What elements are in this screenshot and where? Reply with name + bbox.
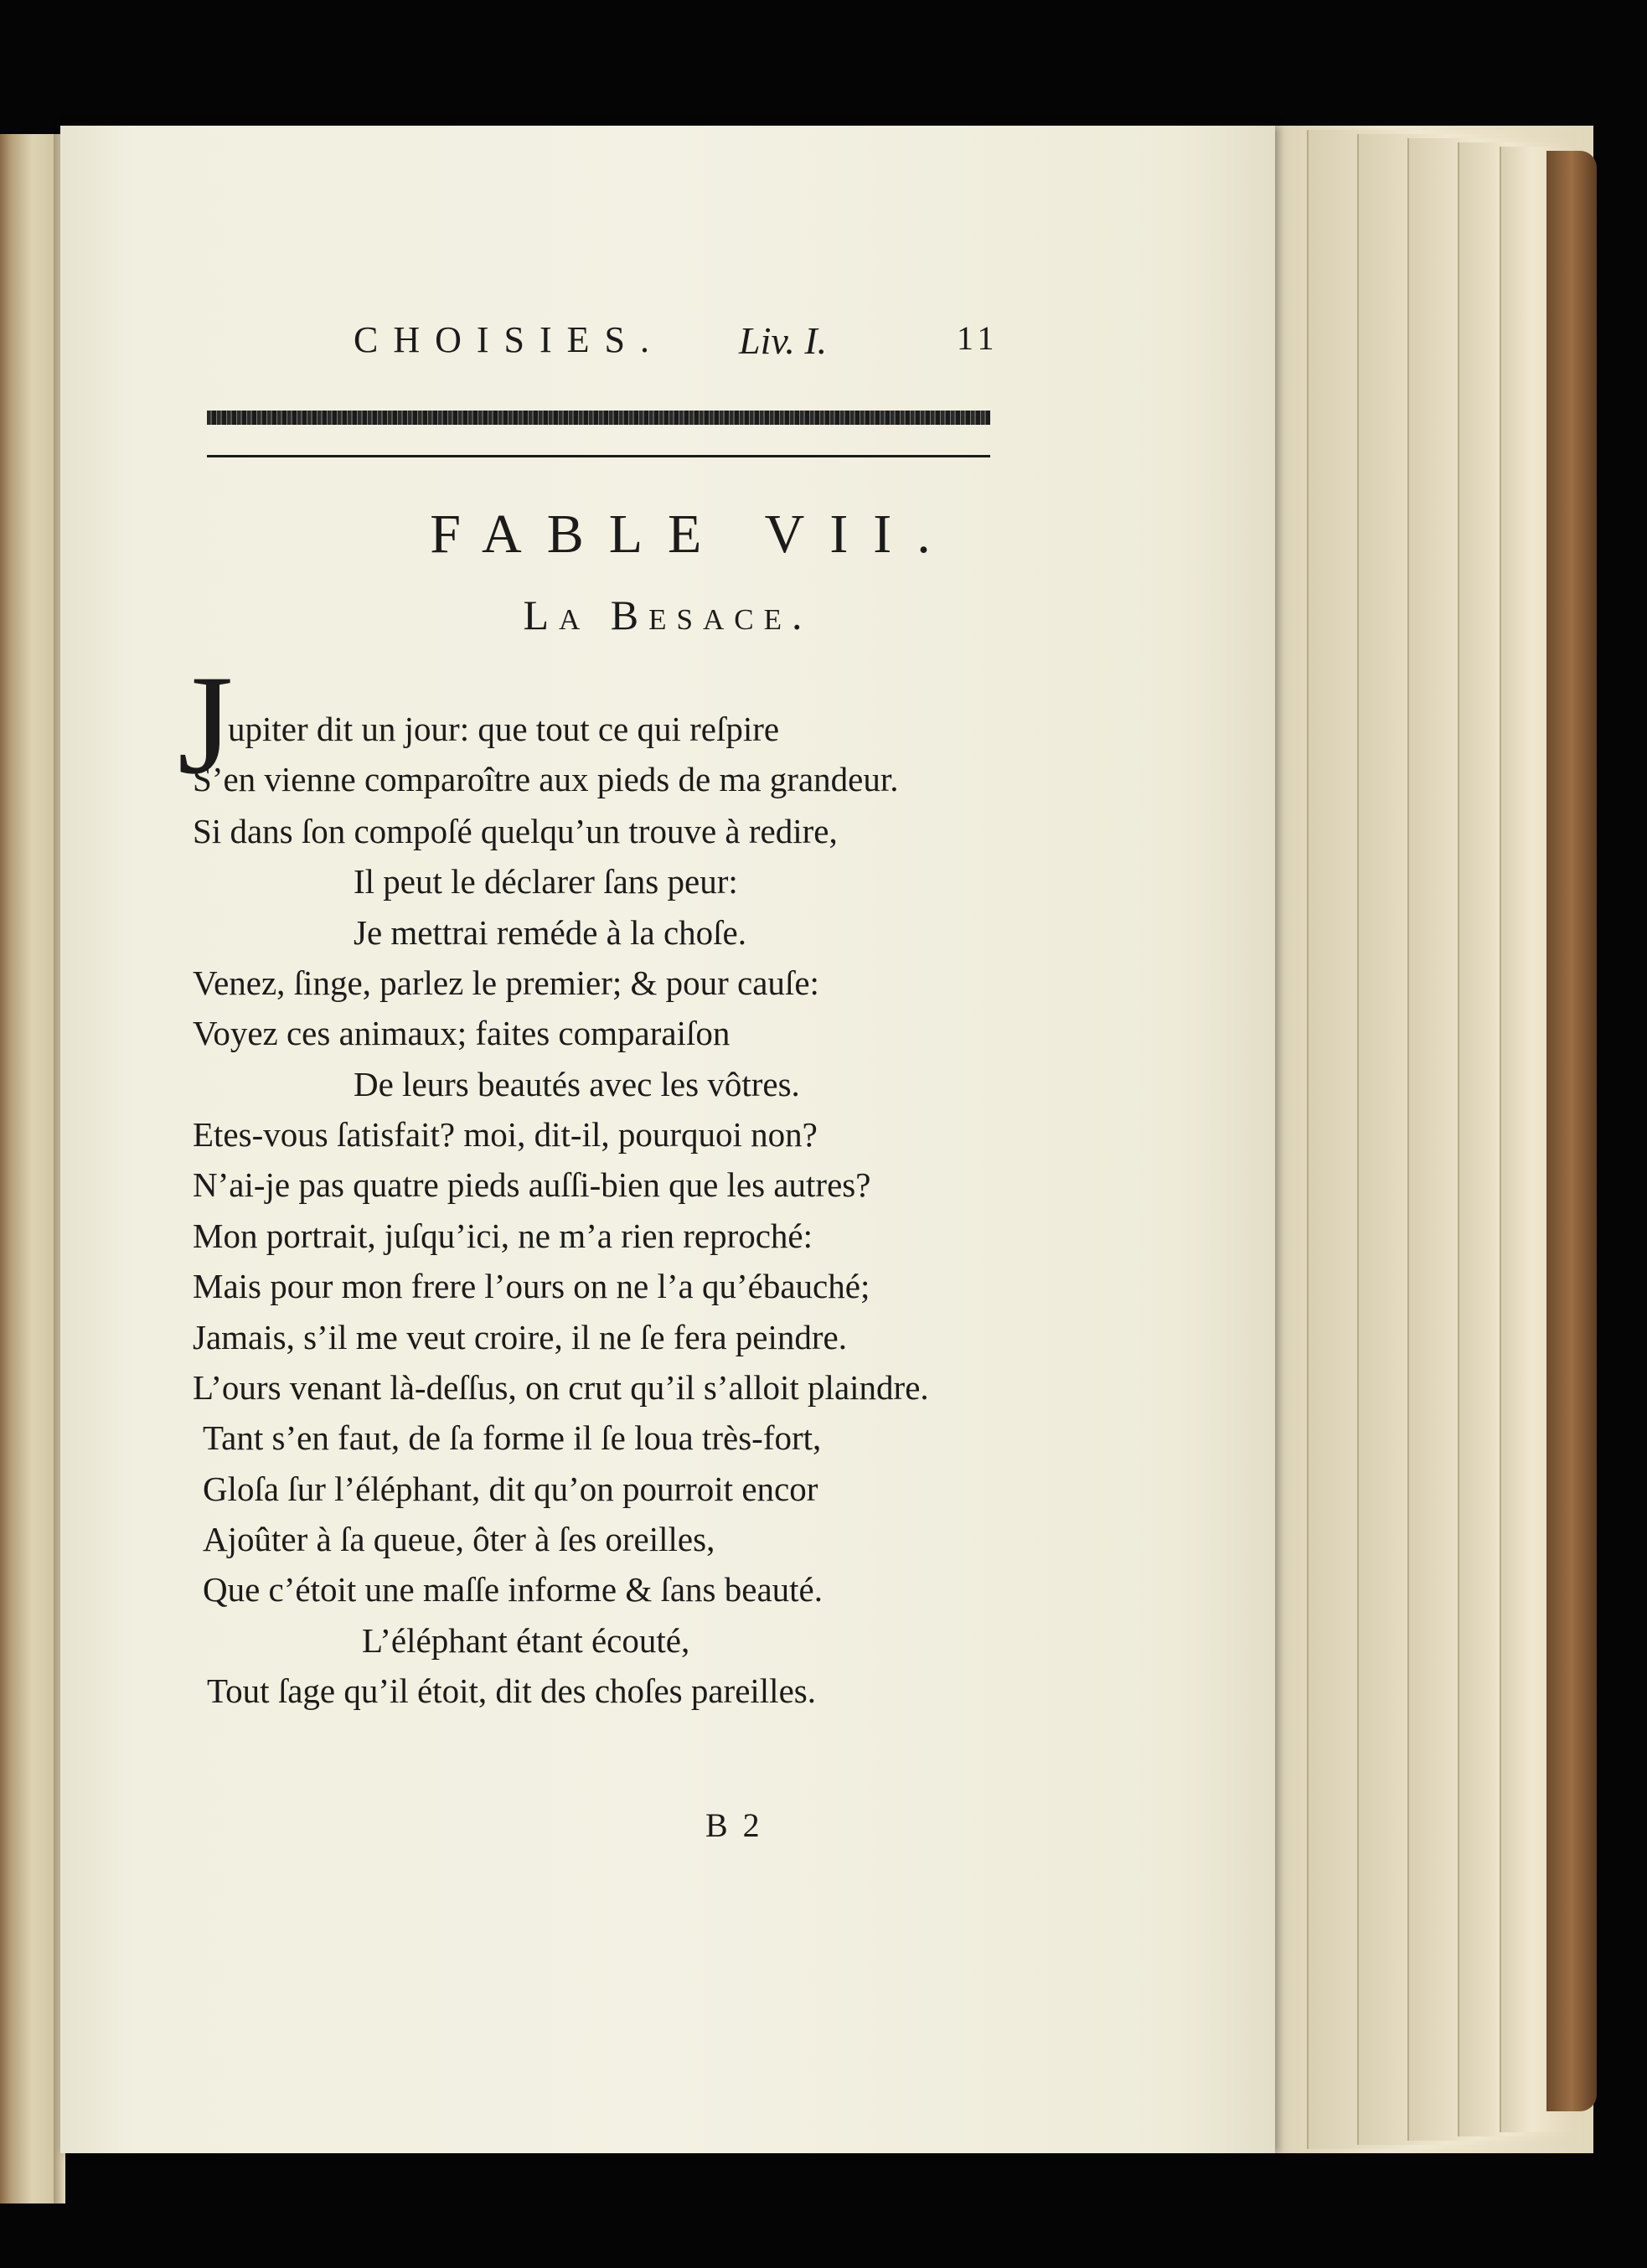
- book-page: [60, 126, 1275, 2153]
- verse-line: Mais pour mon frere l’ours on ne l’a qu’ébauché;: [193, 1267, 870, 1305]
- previous-page-edge: [0, 134, 59, 2203]
- running-head: [60, 318, 1275, 377]
- verse-line: Etes-vous ſatisfait? moi, dit-il, pourquoi non?: [193, 1115, 818, 1154]
- verse-line: Que c’étoit une maſſe informe & ſans beauté.: [203, 1570, 824, 1609]
- fable-subtitle: La Besace.: [523, 592, 813, 638]
- verse-line: upiter dit un jour: que tout ce qui reſpire: [228, 710, 780, 748]
- verse-line: L’ours venant là-deſſus, on crut qu’il s’alloit plaindre.: [193, 1368, 929, 1407]
- horizontal-rule: [207, 455, 990, 457]
- verse-line: Il peut le déclarer ſans peur:: [354, 862, 738, 901]
- verse-line: Venez, ſinge, parlez le premier; & pour cauſe:: [193, 964, 819, 1002]
- verse-line: Voyez ces animaux; faites comparaiſon: [193, 1014, 731, 1052]
- verse-line: Mon portrait, juſqu’ici, ne m’a rien reproché:: [193, 1217, 813, 1255]
- book-cover-edge: [1546, 151, 1597, 2111]
- running-head-title: CHOISIES.: [354, 319, 665, 360]
- verse-line: Tout ſage qu’il étoit, dit des choſes pareilles.: [207, 1671, 816, 1710]
- verse-line: Ajoûter à ſa queue, ôter à ſes oreilles,: [203, 1520, 715, 1558]
- verse-line: De leurs beautés avec les vôtres.: [354, 1065, 800, 1103]
- signature-mark: B 2: [705, 1806, 763, 1844]
- verse-line: N’ai-je pas quatre pieds auſſi-bien que les autres?: [193, 1165, 871, 1204]
- page-number: 11: [957, 319, 999, 357]
- verse-line: Tant s’en faut, de ſa forme il ſe loua très-fort,: [203, 1418, 822, 1457]
- fable-title: FABLE VII.: [430, 504, 956, 565]
- drop-cap: J: [178, 646, 234, 803]
- verse-line: L’éléphant étant écouté,: [362, 1621, 690, 1660]
- running-head-book: Liv. I.: [739, 319, 828, 362]
- verse-line: Jamais, s’il me veut croire, il ne ſe fera peindre.: [193, 1318, 847, 1356]
- ornament-band: [207, 411, 990, 425]
- verse-line: Gloſa ſur l’éléphant, dit qu’on pourroit encor: [203, 1470, 818, 1508]
- verse-line: S’en vienne comparoître aux pieds de ma grandeur.: [193, 760, 899, 798]
- verse-line: Je mettrai reméde à la choſe.: [354, 913, 746, 952]
- verse-line: Si dans ſon compoſé quelqu’un trouve à redire,: [193, 812, 838, 850]
